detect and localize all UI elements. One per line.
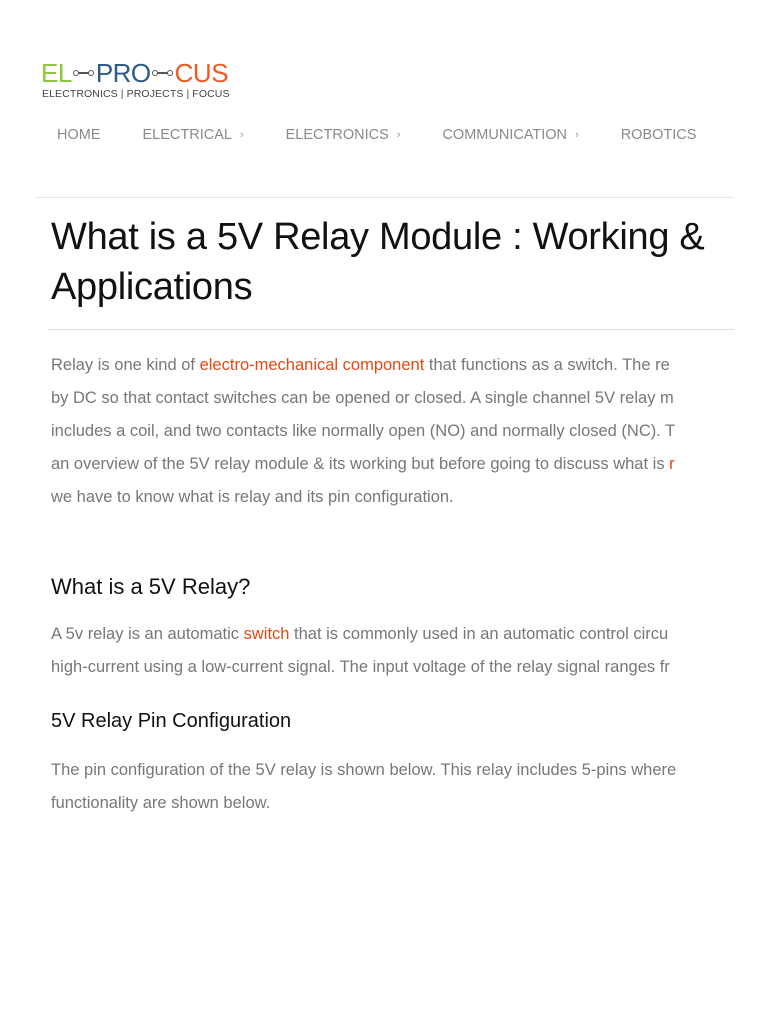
intro-line-1 bbox=[51, 349, 734, 382]
text: Relay is one kind of bbox=[51, 356, 200, 374]
chevron-right-icon: › bbox=[239, 129, 244, 141]
text: that is commonly used in an automatic control circu bbox=[289, 625, 669, 643]
section-paragraph bbox=[51, 618, 734, 684]
nav-item-label: ELECTRONICS bbox=[285, 127, 389, 143]
section-subheading: 5V Relay Pin Configuration bbox=[51, 710, 292, 732]
logo-connector-icon bbox=[73, 68, 95, 78]
section-heading: What is a 5V Relay? bbox=[51, 574, 251, 599]
chevron-right-icon: › bbox=[396, 129, 401, 141]
nav-item-label: ROBOTICS bbox=[620, 127, 697, 143]
article-title-line-2: Applications bbox=[51, 266, 253, 308]
title-divider bbox=[48, 329, 734, 330]
section1-line-1 bbox=[51, 618, 734, 651]
switch-link[interactable]: switch bbox=[243, 625, 290, 643]
text: A 5v relay is an automatic bbox=[51, 625, 244, 643]
section2-line-2: functionality are shown below. bbox=[51, 794, 271, 812]
chevron-right-icon: › bbox=[575, 129, 579, 141]
text: an overview of the 5V relay module & its working but before going to discuss what is bbox=[51, 455, 670, 473]
header-divider bbox=[36, 197, 734, 198]
intro-line-2: by DC so that contact switches can be opened or closed. A single channel 5V relay m bbox=[51, 389, 674, 407]
nav-item-electronics[interactable] bbox=[286, 127, 401, 143]
section-what-is-5v-relay-body bbox=[51, 618, 734, 684]
article-title bbox=[51, 212, 734, 312]
section-pin-configuration-body bbox=[51, 754, 734, 820]
logo-wordmark bbox=[41, 58, 228, 88]
logo-el: EL bbox=[41, 58, 72, 88]
intro-line-5: we have to know what is relay and its pin configuration. bbox=[51, 488, 454, 506]
logo-tagline: ELECTRONICS | PROJECTS | FOCUS bbox=[42, 88, 230, 100]
nav-item-home[interactable] bbox=[57, 127, 101, 143]
nav-item-robotics[interactable] bbox=[621, 127, 697, 143]
section2-line-1: The pin configuration of the 5V relay is shown below. This relay includes 5-pins where bbox=[51, 761, 677, 779]
nav-item-communication[interactable] bbox=[442, 127, 578, 143]
logo-connector-icon bbox=[152, 68, 174, 78]
section-what-is-5v-relay bbox=[51, 574, 734, 600]
intro-line-3: includes a coil, and two contacts like normally open (NO) and normally closed (NC). T bbox=[51, 422, 676, 440]
section-paragraph bbox=[51, 754, 734, 820]
nav-item-label: ELECTRICAL bbox=[142, 127, 232, 143]
logo-pro: PRO bbox=[95, 58, 151, 88]
text: that functions as a switch. The re bbox=[424, 356, 670, 374]
electro-mechanical-component-link[interactable]: electro-mechanical component bbox=[199, 356, 425, 374]
site-logo[interactable] bbox=[41, 58, 241, 104]
nav-item-label: COMMUNICATION bbox=[442, 127, 568, 143]
relay-module-link[interactable]: r bbox=[669, 455, 675, 473]
article-header bbox=[51, 212, 734, 312]
intro-section bbox=[51, 349, 734, 514]
logo-cus: CUS bbox=[174, 58, 229, 88]
intro-line-4 bbox=[51, 448, 734, 481]
nav-item-electrical[interactable] bbox=[143, 127, 244, 143]
main-nav bbox=[57, 124, 738, 146]
section1-line-2: high-current using a low-current signal. The input voltage of the relay signal ranges fr bbox=[51, 658, 670, 676]
nav-item-label: HOME bbox=[57, 127, 101, 143]
intro-paragraph bbox=[51, 349, 734, 514]
section-pin-configuration bbox=[51, 710, 734, 733]
article-title-line-1: What is a 5V Relay Module : Working & bbox=[51, 216, 705, 258]
